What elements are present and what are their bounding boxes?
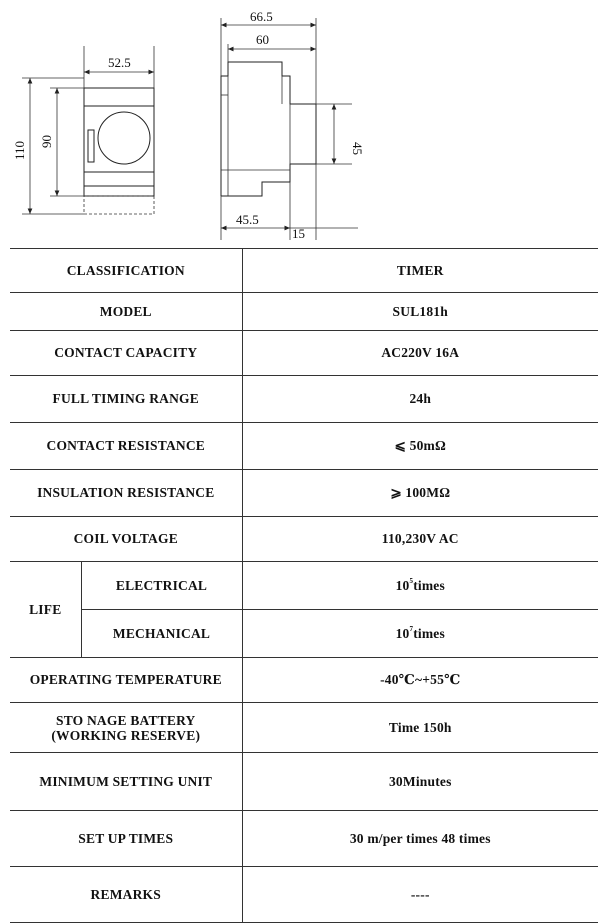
row-label: SET UP TIMES — [10, 811, 242, 867]
front-view — [12, 46, 154, 214]
row-label: STO NAGE BATTERY (WORKING RESERVE) — [10, 703, 242, 753]
life-label: LIFE — [10, 562, 81, 658]
row-value: Time 150h — [242, 703, 598, 753]
life-mechanical-label: MECHANICAL — [81, 610, 242, 658]
row-value: ⩾ 100MΩ — [242, 470, 598, 517]
table-row-minimum-setting-unit — [10, 753, 598, 811]
table-row-set-up-times — [10, 811, 598, 867]
table-row-classification — [10, 249, 598, 293]
row-value: 110,230V AC — [242, 517, 598, 562]
table-row-model — [10, 293, 598, 331]
row-label: CONTACT RESISTANCE — [10, 423, 242, 470]
table-row-operating-temperature — [10, 658, 598, 703]
life-electrical-value: $10^5times$ — [242, 562, 598, 610]
row-label: COIL VOLTAGE — [10, 517, 242, 562]
row-value: 30Minutes — [242, 753, 598, 811]
table-row-coil-voltage — [10, 517, 598, 562]
front-height-outer-dim: 110 — [12, 140, 27, 160]
front-height-inner-dim: 90 — [39, 135, 54, 148]
row-value: TIMER — [242, 249, 598, 293]
front-width-dim: 52.5 — [108, 55, 131, 70]
row-value: 30 m/per times 48 times — [242, 811, 598, 867]
row-label: CONTACT CAPACITY — [10, 331, 242, 376]
row-value: ---- — [242, 867, 598, 923]
side-bottom-right-dim: 15 — [292, 226, 305, 241]
row-value: -40℃~+55℃ — [242, 658, 598, 703]
side-top-inner-dim: 60 — [256, 32, 269, 47]
row-value: 24h — [242, 376, 598, 423]
row-value: ⩽ 50mΩ — [242, 423, 598, 470]
life-mechanical-value: $10^7times$ — [242, 610, 598, 658]
row-value: AC220V 16A — [242, 331, 598, 376]
row-label: FULL TIMING RANGE — [10, 376, 242, 423]
row-label: CLASSIFICATION — [10, 249, 242, 293]
side-right-dim: 45 — [350, 142, 365, 155]
table-row-contact-resistance — [10, 423, 598, 470]
table-row-insulation-resistance — [10, 470, 598, 517]
life-electrical-label: ELECTRICAL — [81, 562, 242, 610]
side-bottom-dim: 45.5 — [236, 212, 259, 227]
table-row-remarks — [10, 867, 598, 923]
row-label: MINIMUM SETTING UNIT — [10, 753, 242, 811]
row-label: OPERATING TEMPERATURE — [10, 658, 242, 703]
side-top-outer-dim: 66.5 — [250, 9, 273, 24]
row-label: REMARKS — [10, 867, 242, 923]
row-label: INSULATION RESISTANCE — [10, 470, 242, 517]
row-label: MODEL — [10, 293, 242, 331]
dimension-drawing — [0, 0, 600, 250]
table-row-contact-capacity — [10, 331, 598, 376]
spec-table — [10, 248, 598, 923]
table-row-storage-battery — [10, 703, 598, 753]
table-row-full-timing-range — [10, 376, 598, 423]
table-row-life-mechanical — [10, 610, 598, 658]
row-value: SUL181h — [242, 293, 598, 331]
table-row-life-electrical — [10, 562, 598, 610]
side-view — [221, 9, 365, 241]
